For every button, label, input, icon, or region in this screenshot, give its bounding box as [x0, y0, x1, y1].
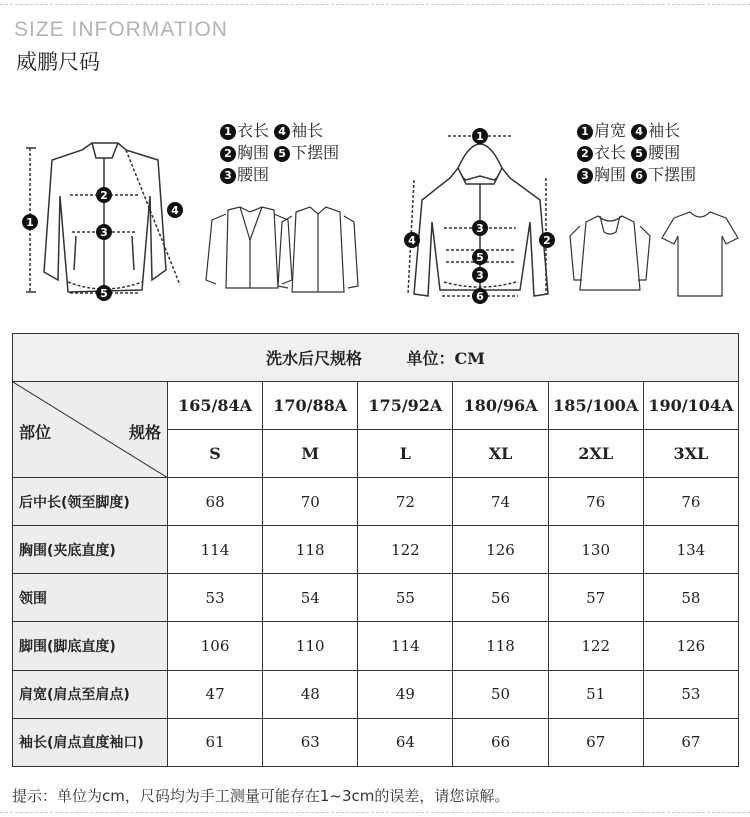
size-header: 2XL [548, 430, 643, 478]
size-header: 3XL [643, 430, 738, 478]
table-cell: 126 [643, 622, 738, 670]
table-cell: 49 [358, 670, 453, 718]
number-4-icon: 4 [631, 124, 647, 140]
table-cell: 130 [548, 526, 643, 574]
table-cell: 74 [453, 478, 548, 526]
table-cell: 55 [358, 574, 453, 622]
measurement-note: 提示：单位为cm，尺码均为手工测量可能存在1~3cm的误差，请您谅解。 [12, 787, 510, 805]
legend-label: 腰围 [237, 165, 270, 184]
svg-text:1: 1 [476, 130, 484, 143]
table-cell: 53 [168, 574, 263, 622]
table-cell: 126 [453, 526, 548, 574]
svg-text:2: 2 [543, 234, 551, 247]
row-label: 胸围(夹底直度) [13, 526, 168, 574]
svg-text:5: 5 [100, 287, 108, 300]
table-cell: 106 [168, 622, 263, 670]
legend-label: 肩宽 [594, 121, 627, 140]
table-cell: 56 [453, 574, 548, 622]
number-2-icon: 2 [220, 146, 236, 162]
legend-label: 衣长 [594, 143, 627, 162]
table-row [13, 526, 739, 574]
size-header: XL [453, 430, 548, 478]
measurement-illustrations [0, 100, 750, 320]
table-cell: 54 [263, 574, 358, 622]
table-cell: 61 [168, 718, 263, 766]
table-row [13, 718, 739, 766]
svg-text:5: 5 [476, 251, 484, 264]
table-row [13, 670, 739, 718]
section-title-en: SIZE INFORMATION [14, 18, 228, 41]
number-6-icon: 6 [631, 168, 647, 184]
number-1-icon: 1 [220, 124, 236, 140]
size-header: S [168, 430, 263, 478]
row-label: 脚围(脚底直度) [13, 622, 168, 670]
spec-header: 175/92A [358, 382, 453, 430]
legend-label: 衣长 [237, 121, 270, 140]
svg-text:4: 4 [408, 234, 416, 247]
number-3-icon: 3 [220, 168, 236, 184]
table-cell: 122 [358, 526, 453, 574]
table-cell: 67 [548, 718, 643, 766]
spec-header: 165/84A [168, 382, 263, 430]
row-label: 袖长(肩点直度袖口) [13, 718, 168, 766]
number-5-icon: 5 [631, 146, 647, 162]
svg-text:4: 4 [171, 204, 179, 217]
table-cell: 114 [358, 622, 453, 670]
table-cell: 66 [453, 718, 548, 766]
svg-text:1: 1 [26, 216, 34, 229]
number-5-icon: 5 [274, 146, 290, 162]
table-cell: 118 [453, 622, 548, 670]
number-3-icon: 3 [577, 168, 593, 184]
table-cell: 48 [263, 670, 358, 718]
legend-left [220, 120, 339, 186]
table-corner [13, 382, 168, 478]
legend-label: 胸围 [237, 143, 270, 162]
table-cell: 118 [263, 526, 358, 574]
legend-label: 腰围 [648, 143, 681, 162]
table-row [13, 478, 739, 526]
legend-label: 袖长 [648, 121, 681, 140]
legend-label: 下摆围 [648, 165, 697, 184]
svg-text:2: 2 [100, 189, 108, 202]
table-cell: 70 [263, 478, 358, 526]
legend-label: 胸围 [594, 165, 627, 184]
table-cell: 67 [643, 718, 738, 766]
table-cell: 110 [263, 622, 358, 670]
table-cell: 53 [643, 670, 738, 718]
svg-text:3: 3 [476, 222, 484, 235]
number-1-icon: 1 [577, 124, 593, 140]
table-cell: 114 [168, 526, 263, 574]
table-cell: 134 [643, 526, 738, 574]
legend-label: 下摆围 [291, 143, 340, 162]
corner-label-spec: 规格 [128, 423, 161, 442]
sweater-sketch [570, 216, 650, 290]
size-header: L [358, 430, 453, 478]
table-cell: 76 [643, 478, 738, 526]
spec-header: 185/100A [548, 382, 643, 430]
table-cell: 50 [453, 670, 548, 718]
number-4-icon: 4 [274, 124, 290, 140]
table-cell: 47 [168, 670, 263, 718]
spec-header: 190/104A [643, 382, 738, 430]
corner-label-part: 部位 [19, 423, 52, 442]
legend-label: 袖长 [291, 121, 324, 140]
number-2-icon: 2 [577, 146, 593, 162]
row-label: 领围 [13, 574, 168, 622]
table-row [13, 574, 739, 622]
svg-text:6: 6 [476, 290, 484, 303]
svg-text:3: 3 [476, 269, 484, 282]
spec-header: 170/88A [263, 382, 358, 430]
table-cell: 57 [548, 574, 643, 622]
size-header: M [263, 430, 358, 478]
tshirt-sketch [662, 212, 738, 296]
table-title: 洗水后尺规格 单位：CM [13, 334, 739, 382]
legend-right [577, 120, 696, 186]
section-title-cn: 威鹏尺码 [16, 50, 100, 74]
table-cell: 122 [548, 622, 643, 670]
row-label: 后中长(领至脚度) [13, 478, 168, 526]
spec-header: 180/96A [453, 382, 548, 430]
row-label: 肩宽(肩点至肩点) [13, 670, 168, 718]
jacket-diagram [26, 143, 180, 293]
table-cell: 63 [263, 718, 358, 766]
table-cell: 76 [548, 478, 643, 526]
table-row [13, 622, 739, 670]
svg-text:3: 3 [100, 226, 108, 239]
size-table [12, 333, 739, 767]
table-cell: 68 [168, 478, 263, 526]
top-divider [0, 4, 750, 5]
table-cell: 51 [548, 670, 643, 718]
table-cell: 72 [358, 478, 453, 526]
table-cell: 64 [358, 718, 453, 766]
table-cell: 58 [643, 574, 738, 622]
bottom-divider [0, 812, 750, 813]
